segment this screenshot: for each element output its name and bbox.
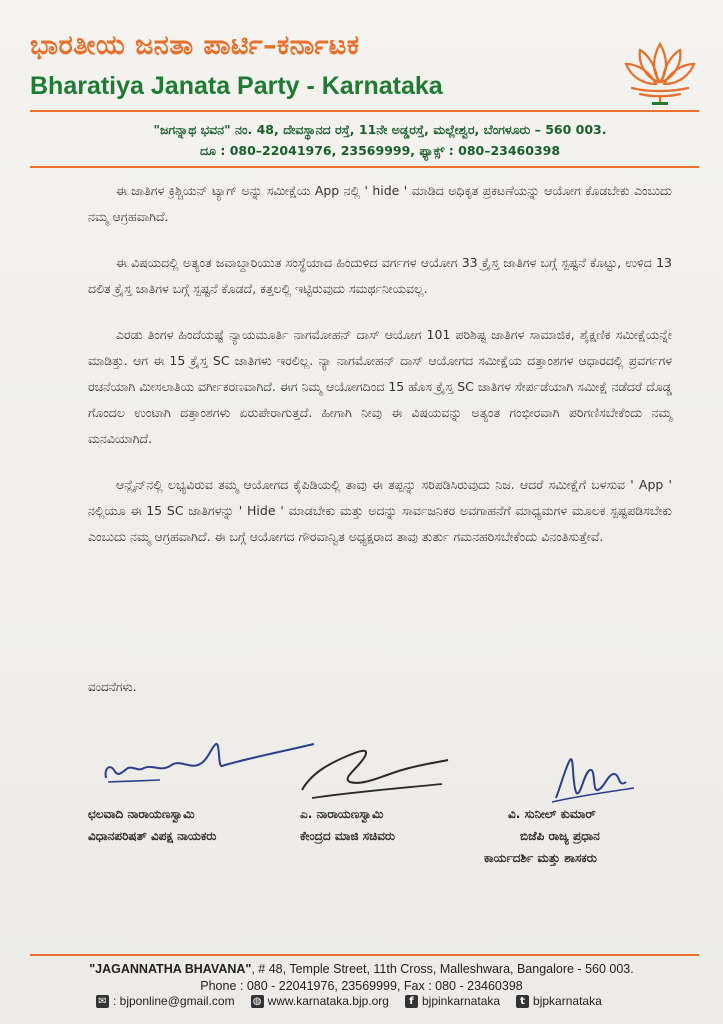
signature-3-image bbox=[548, 752, 638, 808]
footer-email bbox=[96, 994, 235, 1008]
footer-facebook-text: bjpinkarnataka bbox=[421, 994, 501, 1008]
footer-address-bold: "JAGANNATHA BHAVANA" bbox=[89, 962, 252, 976]
paragraph-1: ಈ ಜಾತಿಗಳ ಕ್ರಿಶ್ಚಿಯನ್ ಟ್ಯಾಗ್ ಅನ್ನು ಸಮೀಕ್ಷೆಯ App ನಲ್ಲಿ ' hide ' ಮಾಡಿದ ಅಧಿಕೃತ ಪ್ರಕಟಣೆಯನ್ನು ಆಯೋಗ ಕೊಡಬೇಕು ಎಂಬುದು ನಮ್ಮ ಆಗ್ರಹವಾಗಿದೆ. bbox=[88, 183, 672, 224]
footer-rule bbox=[30, 954, 699, 956]
globe-icon: ◍ bbox=[251, 995, 264, 1008]
lotus-logo-icon bbox=[622, 36, 698, 110]
twitter-icon: t bbox=[516, 995, 529, 1008]
header-phone-kannada: ದೂ : 080–22041976, 23569999, ಫ್ಯಾಕ್ಸ್ : 080–23460398 bbox=[199, 143, 561, 158]
party-title-english: Bharatiya Janata Party - Karnataka bbox=[30, 72, 443, 100]
signatory-3-title: ಬಿಜೆಪಿ ರಾಜ್ಯ ಪ್ರಧಾನ bbox=[520, 829, 600, 843]
footer-website-text: www.karnataka.bjp.org bbox=[267, 994, 389, 1008]
paragraph-2: ಈ ವಿಷಯದಲ್ಲಿ ಅತ್ಯಂತ ಜವಾಬ್ದಾರಿಯುತ ಸಂಸ್ಥೆಯಾದ ಹಿಂದುಳಿದ ವರ್ಗಗಳ ಆಯೋಗ 33 ಕ್ರೈಸ್ತ ಜಾತಿಗಳ ಬಗ್ಗೆ ಸ್ಪಷ್ಟನೆ ಕೊಟ್ಟು, ಉಳಿದ 13 ದಲಿತ ಕ್ರೈಸ್ತ ಜಾತಿಗಳ ಬಗ್ಗೆ ಸ್ಪಷ್ಟನೆ ಕೊಡದೆ, ಕತ್ತಲಲ್ಲಿ ಇಟ್ಟಿರುವುದು ಸಮರ್ಥನೀಯವಲ್ಲ. bbox=[88, 255, 672, 296]
footer-facebook bbox=[405, 994, 500, 1008]
signatory-2-title: ಕೇಂದ್ರದ ಮಾಜಿ ಸಚಿವರು bbox=[300, 829, 396, 843]
signatory-3-name: ವಿ. ಸುನೀಲ್ ಕುಮಾರ್ bbox=[508, 807, 596, 821]
signatory-1-name: ಛಲವಾದಿ ನಾರಾಯಣಸ್ವಾಮಿ bbox=[88, 807, 195, 821]
facebook-icon: f bbox=[405, 995, 418, 1008]
footer-twitter-text: bjpkarnataka bbox=[533, 994, 602, 1008]
closing-greeting: ವಂದನೆಗಳು. bbox=[88, 680, 137, 694]
paragraph-4: ಆನ್ಲೈನ್‌ನಲ್ಲಿ ಲಭ್ಯವಿರುವ ತಮ್ಮ ಆಯೋಗದ ಕೈಪಿಡಿಯಲ್ಲಿ ತಾವು ಈ ತಪ್ಪನ್ನು ಸರಿಪಡಿಸಿರುವುದು ನಿಜ. ಆದರೆ ಸಮೀಕ್ಷೆಗೆ ಬಳಸುವ ' App ' ನಲ್ಲಿಯೂ ಈ 15 SC ಜಾತಿಗಳನ್ನು ' Hide ' ಮಾಡಬೇಕು ಮತ್ತು ಅದನ್ನು ಸಾರ್ವಜನಿಕರ ಅವಗಾಹನೆಗೆ ಮಾಧ್ಯಮಗಳ ಮೂಲಕ ಸ್ಪಷ್ಟಪಡಿಸಬೇಕು ಎಂಬುದು ನಮ್ಮ ಆಗ್ರಹವಾಗಿದೆ. ಈ ಬಗ್ಗೆ ಆಯೋಗದ ಗೌರವಾನ್ವಿತ ಅಧ್ಯಕ್ಷರಾದ ತಾವು ತುರ್ತು ಗಮನಹರಿಸಬೇಕೆಂದು ವಿನಂತಿಸುತ್ತೇವೆ. bbox=[88, 477, 672, 544]
signatory-3-title-line-2: ಕಾರ್ಯದರ್ಶಿ ಮತ್ತು ಶಾಸಕರು bbox=[484, 851, 597, 865]
email-icon: ✉ bbox=[96, 995, 109, 1008]
header-address-kannada: "ಜಗನ್ನಾಥ ಭವನ" ನಂ. 48, ದೇವಸ್ಥಾನದ ರಸ್ತೆ, 11ನೇ ಅಡ್ಡರಸ್ತೆ, ಮಲ್ಲೇಶ್ವರ, ಬೆಂಗಳೂರು – 560 003. bbox=[153, 122, 607, 137]
header-rule bbox=[30, 110, 699, 112]
signature-2-image bbox=[292, 742, 452, 804]
footer-website bbox=[251, 994, 389, 1008]
signature-1-image bbox=[100, 738, 320, 788]
footer-contacts bbox=[96, 994, 656, 1008]
signatory-2-name: ಎ. ನಾರಾಯಣಸ್ವಾಮಿ bbox=[300, 807, 384, 821]
letter-body bbox=[88, 178, 672, 550]
paragraph-3: ಎರಡು ತಿಂಗಳ ಹಿಂದೆಯಷ್ಟೆ ನ್ಯಾಯಮೂರ್ತಿ ನಾಗಮೋಹನ್ ದಾಸ್ ಆಯೋಗ 101 ಪರಿಶಿಷ್ಟ ಜಾತಿಗಳ ಸಾಮಾಜಿಕ, ಶೈಕ್ಷಣಿಕ ಸಮೀಕ್ಷೆಯನ್ನೇ ಮಾಡಿತ್ತು. ಆಗ ಈ 15 ಕ್ರೈಸ್ತ SC ಜಾತಿಗಳು ಇರಲಿಲ್ಲ. ನ್ಯಾ ನಾಗಮೋಹನ್ ದಾಸ್ ಆಯೋಗದ ಸಮೀಕ್ಷೆಯ ದತ್ತಾಂಶಗಳ ಆಧಾರದಲ್ಲಿ ಪ್ರವರ್ಗಗಳ ರಚನೆಯಾಗಿ ಮೀಸಲಾತಿಯ ವರ್ಗೀಕರಣವಾಗಿದೆ. ಈಗ ನಿಮ್ಮ ಆಯೋಗದಿಂದ 15 ಹೊಸ ಕ್ರೈಸ್ತ SC ಜಾತಿಗಳ ಸೇರ್ಪಡೆಯಾಗಿ ಸಮೀಕ್ಷೆ ನಡೆದರೆ ದೊಡ್ಡ ಗೊಂದಲ ಉಂಟಾಗಿ ದತ್ತಾಂಶಗಳು ಏರುಪೇರಾಗುತ್ತದೆ. ಹೀಗಾಗಿ ನೀವು ಈ ವಿಷಯವನ್ನು ಅತ್ಯಂತ ಗಂಭೀರವಾಗಿ ಪರಿಗಣಿಸಬೇಕೆಂದು ನಮ್ಮ ಮನವಿಯಾಗಿದೆ. bbox=[88, 327, 672, 446]
footer-email-text: : bjponline@gmail.com bbox=[113, 994, 235, 1008]
footer-phone: Phone : 080 - 22041976, 23569999, Fax : 080 - 23460398 bbox=[200, 979, 523, 993]
party-title-kannada: ಭಾರತೀಯ ಜನತಾ ಪಾರ್ಟಿ–ಕರ್ನಾಟಕ bbox=[30, 30, 360, 61]
footer-twitter bbox=[516, 994, 602, 1008]
footer-address-rest: , # 48, Temple Street, 11th Cross, Malleshwara, Bangalore - 560 003. bbox=[251, 962, 634, 976]
signatory-1-title: ವಿಧಾನಪರಿಷತ್ ವಿಪಕ್ಷ ನಾಯಕರು bbox=[88, 829, 217, 843]
header-rule-2 bbox=[30, 166, 699, 168]
footer-address bbox=[30, 962, 693, 976]
